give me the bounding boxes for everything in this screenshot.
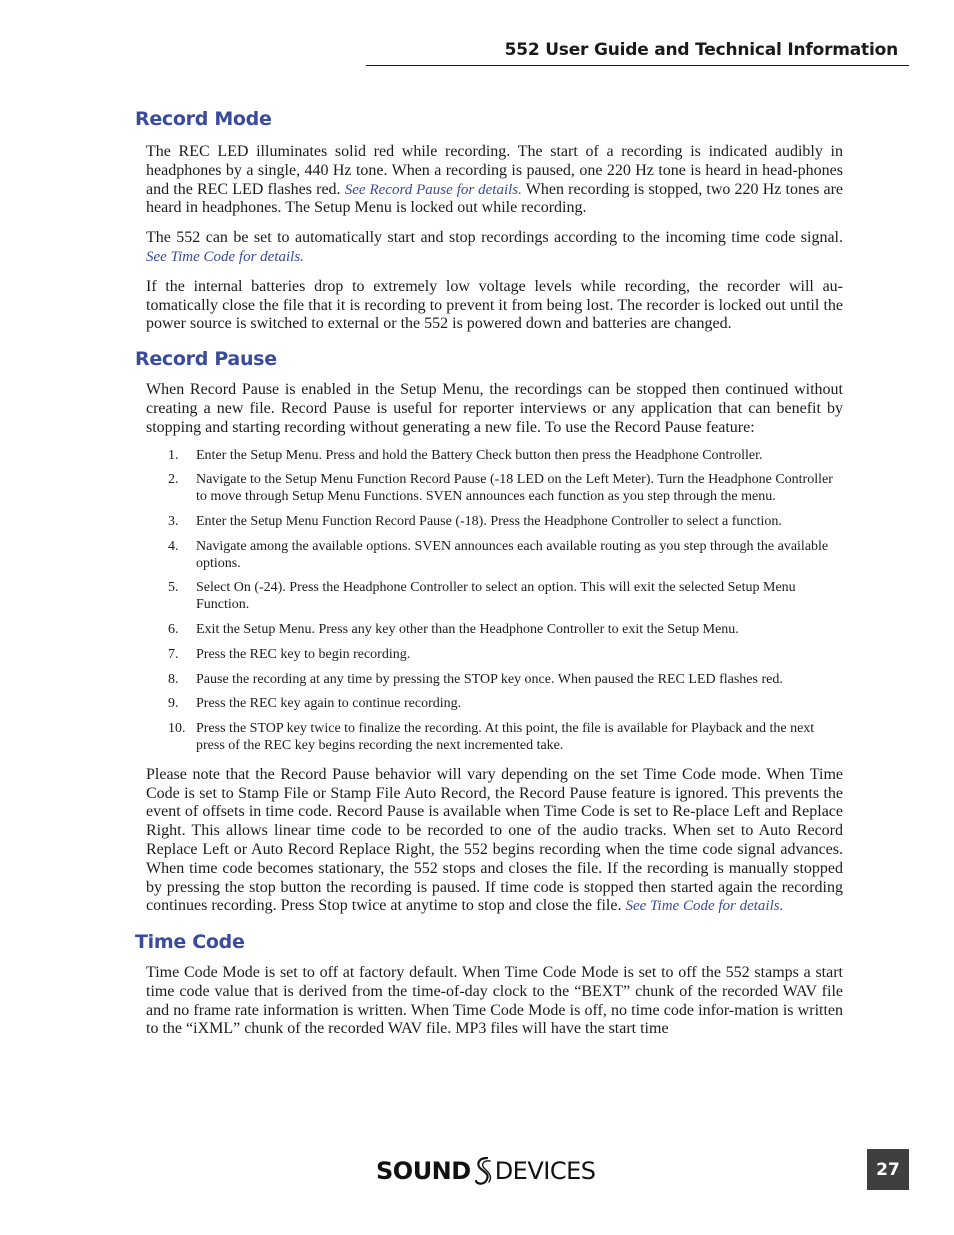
list-item (168, 622, 843, 639)
record-mode-paragraph-1 (146, 143, 843, 218)
step-text: Press the STOP key twice to finalize the recording. At this point, the file is available for Playback and the next press of the REC key begins recording the next incremented take. (196, 721, 815, 753)
header-rule (366, 65, 909, 66)
list-item (168, 448, 843, 465)
time-code-paragraph: Time Code Mode is set to off at factory default. When Time Code Mode is set to off the 552 stamps a start time code value that is derived from the time-of-day clock to the “BEXT” chunk of the recorded WAV file and no frame rate information is written. When Time Code Mode is off, no time code infor-mation is written to the “iXML” chunk of the recorded WAV file. MP3 files will have the start time (146, 964, 843, 1038)
record-pause-note (146, 766, 843, 916)
logo-text-sound: SOUND (376, 1157, 471, 1185)
see-record-pause-link[interactable]: See Record Pause for details. (344, 181, 522, 198)
list-item (168, 514, 843, 531)
logo-swirl-icon (472, 1155, 494, 1187)
sound-devices-logo (376, 1155, 595, 1187)
step-number: 4. (168, 538, 179, 554)
record-pause-note-paragraph (146, 766, 843, 916)
list-item (168, 721, 843, 755)
list-item (168, 696, 843, 713)
heading-record-mode: Record Mode (135, 108, 272, 130)
step-number: 7. (168, 646, 179, 662)
running-header: 552 User Guide and Technical Information (504, 40, 898, 60)
step-number: 2. (168, 472, 179, 488)
page-content (0, 108, 954, 1039)
step-number: 3. (168, 513, 179, 529)
heading-time-code: Time Code (135, 931, 245, 954)
step-text: Press the REC key again to continue recording. (196, 696, 462, 712)
list-item (168, 672, 843, 689)
step-text: Select On (-24). Press the Headphone Controller to select an option. This will exit the selected Setup Menu Function. (196, 580, 796, 613)
list-item (168, 580, 843, 614)
see-time-code-link[interactable]: See Time Code for details. (625, 898, 784, 915)
list-item (168, 647, 843, 664)
record-pause-intro (146, 381, 843, 437)
step-text: Navigate to the Setup Menu Function Record Pause (-18 LED on the Left Meter). Turn the Headphone Controller to move through Setup Menu Functions. SVEN announces each function as you step through the menu. (196, 472, 833, 505)
text-run: When recording is stopped, two 220 Hz tones are heard in headphones. The Setup Menu is locked out while recording. (146, 180, 844, 217)
record-pause-paragraph: When Record Pause is enabled in the Setup Menu, the recordings can be stopped then continued without creating a new file. Record Pause is useful for reporter interviews or any application that can benefit by stopping and starting recording without generating a new file. To use the Record Pause feature: (146, 381, 843, 436)
text-run: The REC LED illuminates solid red while recording. The start of a recording is indicated audibly in headphones by a single, 440 Hz tone. When a recording is paused, one 220 Hz tone is heard in head-phones and the REC LED flashes red. (146, 143, 843, 198)
step-number: 10. (168, 721, 186, 737)
list-item (168, 539, 843, 573)
record-mode-body (146, 143, 843, 334)
list-item (168, 472, 843, 506)
step-text: Enter the Setup Menu. Press and hold the Battery Check button then press the Headphone Controller. (196, 447, 763, 463)
step-text: Enter the Setup Menu Function Record Pause (-18). Press the Headphone Controller to select a function. (196, 513, 782, 529)
step-text: Pause the recording at any time by pressing the STOP key once. When paused the REC LED flashes red. (196, 671, 783, 687)
see-time-code-link[interactable]: See Time Code for details. (146, 248, 304, 265)
page-number: 27 (867, 1149, 909, 1190)
step-number: 9. (168, 696, 179, 712)
time-code-body (146, 964, 843, 1039)
text-run: The 552 can be set to automatically start and stop recordings according to the incoming time code signal. (146, 229, 843, 247)
logo-text-devices: DEVICES (494, 1157, 596, 1185)
record-mode-paragraph-3: If the internal batteries drop to extremely low voltage levels while recording, the recorder will au-tomatically close the file that it is recording to prevent it from being lost. The recorder is locked out until the power source is switched to external or the 552 is powered down and batteries are changed. (146, 277, 843, 333)
step-text: Press the REC key to begin recording. (196, 646, 411, 662)
step-number: 1. (168, 447, 179, 463)
step-number: 5. (168, 580, 179, 596)
step-text: Exit the Setup Menu. Press any key other than the Headphone Controller to exit the Setup Menu. (196, 621, 739, 637)
step-number: 6. (168, 621, 179, 637)
heading-record-pause: Record Pause (135, 348, 277, 371)
step-number: 8. (168, 671, 179, 687)
record-mode-paragraph-2 (146, 229, 843, 267)
text-run: Please note that the Record Pause behavior will vary depending on the set Time Code mode. When Time Code is set to Stamp File or Stamp File Auto Record, the Record Pause feature is ignored. This prevents the event of offsets in time code. Record Pause is available when Time Code is set to Re-place Left and Replace Right. This allows linear time code to be recorded to one of the audio tracks. When set to Auto Record Replace Left or Auto Record Replace Right, the 552 begins recording when the time code signal advances. When time code becomes stationary, the 552 stops and closes the file. If the recording is manually stopped by pressing the stop button the recording is paused. If time code is stopped then started again the recording continues recording. Press Stop twice at anytime to stop and close the file. (146, 765, 843, 915)
step-text: Navigate among the available options. SVEN announces each available routing as you step through the available options. (196, 538, 829, 571)
record-pause-steps (168, 448, 843, 755)
